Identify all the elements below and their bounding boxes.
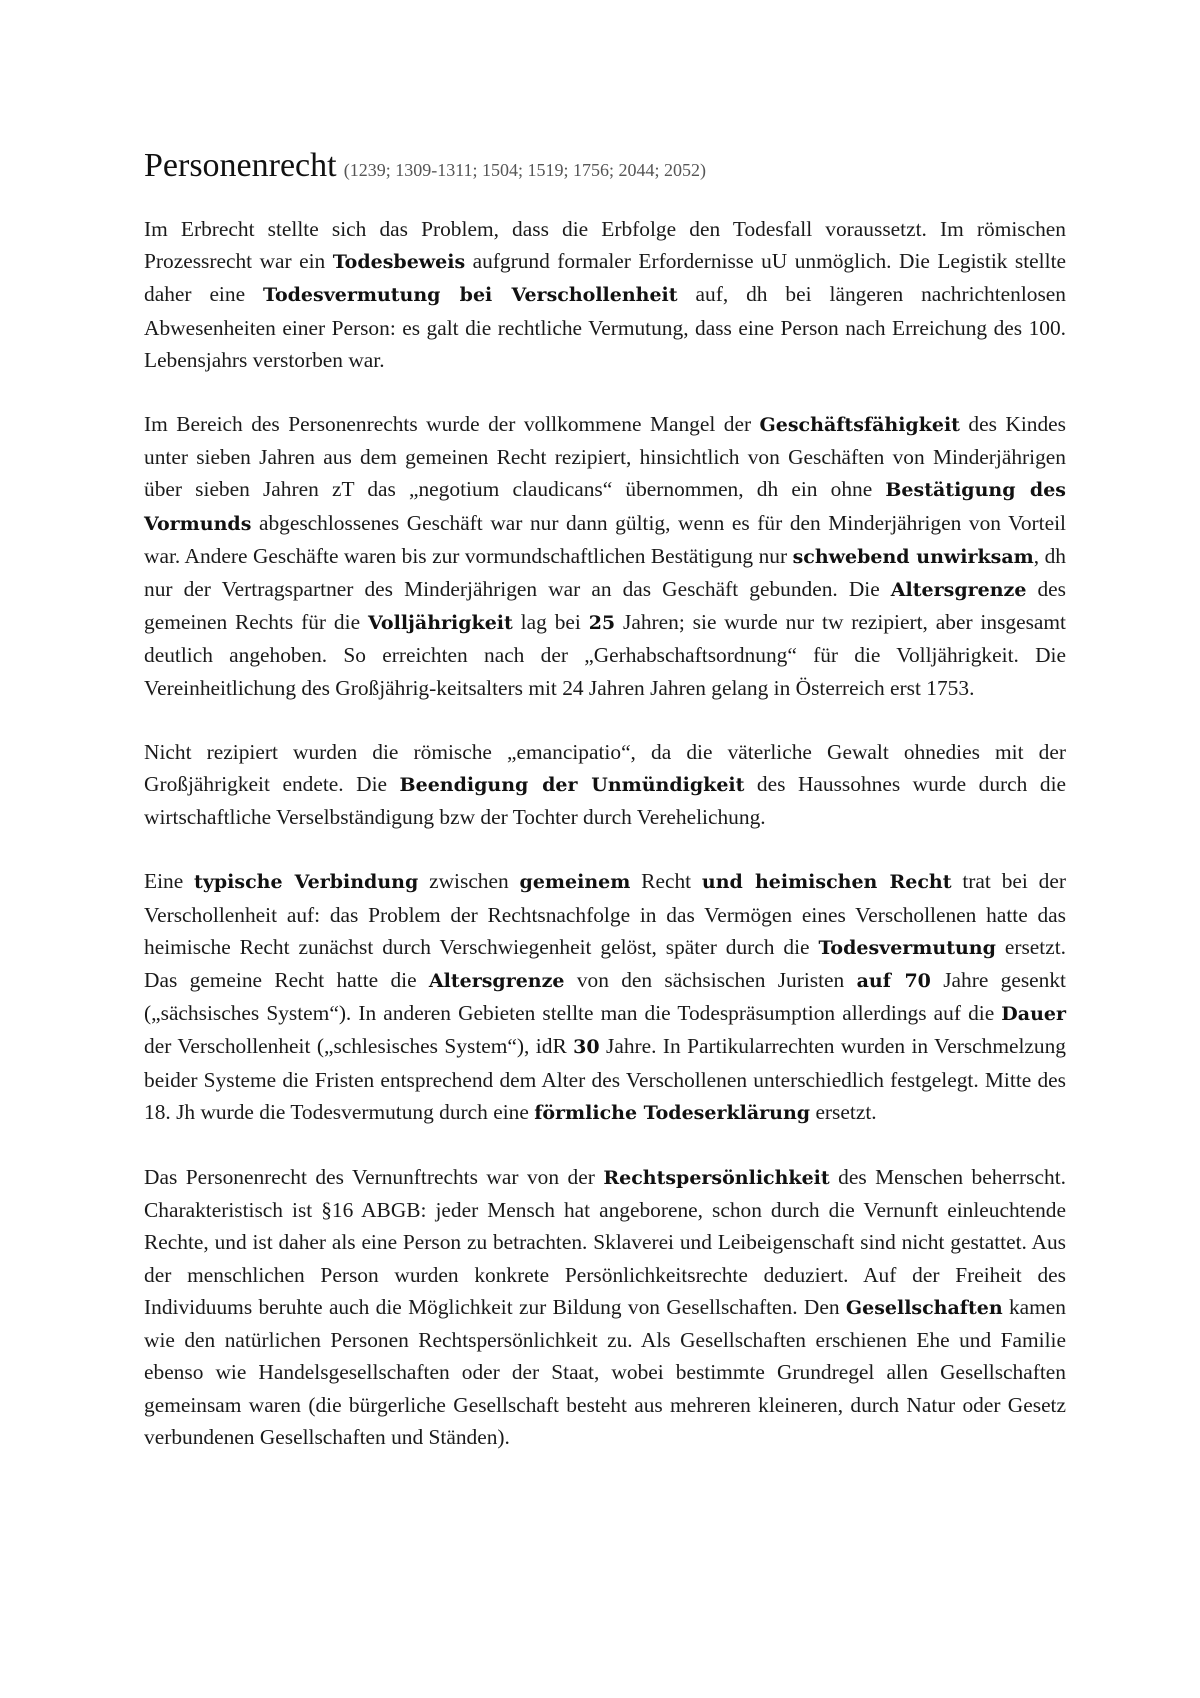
text-segment: des Haussohnes wurde durch die wirtschaftliche Verselbständigung bzw der Tochter durch Verehelichung. xyxy=(144,772,1066,830)
paragraph xyxy=(144,213,1066,376)
bold-term: Volljährigkeit xyxy=(367,612,513,635)
text-segment: des Menschen beherrscht. Charakteristisch ist §16 ABGB: jeder Mensch hat angeborene, schon durch die Vernunft einleuchtende Rechte, und ist daher als eine Person zu betrachten. Sklaverei und Leibeigenschaft sind nicht gestattet. Aus der menschlichen Person wurden konkrete Persönlichkeitsrechte deduziert. Auf der Freiheit des Individuums beruhte auch die Möglichkeit zur Bildung von Gesellschaften. Den xyxy=(144,1165,1066,1319)
text-segment: aufgrund formaler Erfordernisse uU unmöglich. Die Legistik stellte daher eine xyxy=(144,249,1067,307)
text-segment: zwischen xyxy=(418,869,520,894)
text-segment: trat bei der Verschollenheit auf: das Problem der Rechtsnachfolge in das Vermögen eines Verschollenen hatte das heimische Recht zunächst durch Verschwiegenheit gelöst, später durch die xyxy=(144,869,1066,959)
text-segment: Das Personenrecht des Vernunftrechts war von der xyxy=(144,1165,604,1190)
bold-term: Todesvermutung xyxy=(818,936,996,959)
bold-term: Altersgrenze xyxy=(428,970,565,993)
text-segment: Jahre gesenkt („sächsisches System“). In anderen Gebieten stellte man die Todespräsumption allerdings auf die xyxy=(144,968,1066,1026)
heading-references: (1239; 1309-1311; 1504; 1519; 1756; 2044; 2052) xyxy=(343,160,707,180)
bold-term: Geschäftsfähigkeit xyxy=(759,414,960,437)
text-segment: Eine xyxy=(144,869,195,894)
bold-term: Rechtspersönlichkeit xyxy=(603,1167,830,1190)
text-segment: des Kindes unter sieben Jahren aus dem gemeinen Recht rezipiert, hinsichtlich von Geschäften von Minderjährigen über sieben Jahren zT das „negotium claudicans“ übernommen, dh ein ohne xyxy=(144,412,1067,502)
text-segment: ersetzt. Das gemeine Recht hatte die xyxy=(144,934,1066,993)
bold-term: Gesellschaften xyxy=(845,1296,1003,1319)
page-heading xyxy=(144,146,1066,191)
text-segment: Recht xyxy=(630,869,702,894)
bold-term: typische Verbindung xyxy=(194,871,419,894)
bold-term: Todesvermutung bei Verschollenheit xyxy=(263,284,678,307)
paragraph xyxy=(144,1161,1066,1453)
paragraph xyxy=(144,736,1066,834)
text-segment: Im Erbrecht stellte sich das Problem, dass die Erbfolge den Todesfall voraussetzt. Im römischen Prozessrecht war ein xyxy=(144,217,1066,274)
text-segment: Jahre. In Partikularrechten wurden in Verschmelzung beider Systeme die Fristen entsprechend dem Alter des Verschollenen unterschiedlich festgelegt. Mitte des 18. Jh wurde die Todesvermutung durch eine xyxy=(144,1034,1066,1124)
text-segment: von den sächsischen Juristen xyxy=(564,968,857,993)
text-segment: ersetzt. xyxy=(810,1099,877,1124)
bold-term: 30 xyxy=(573,1036,600,1059)
bold-term: Bestätigung des Vormunds xyxy=(144,479,1067,535)
text-segment: Jahren; sie wurde nur tw rezipiert, aber insgesamt deutlich angehoben. So erreichten nach der „Gerhabschaftsordnung“ für die Volljährigkeit. Die Vereinheitlichung des Großjährig-keitsalters mit 24 Jahren Jahren gelang in Österreich erst 1753. xyxy=(144,610,1066,700)
bold-term: auf 70 xyxy=(856,970,931,993)
text-segment: der Verschollenheit („schlesisches System“), idR xyxy=(144,1034,574,1059)
bold-term: schwebend unwirksam xyxy=(792,545,1034,568)
text-segment: lag bei xyxy=(512,610,589,635)
text-segment: Nicht rezipiert wurden die römische „emancipatio“, da die väterliche Gewalt ohnedies mit der Großjährigkeit endete. Die xyxy=(144,739,1066,797)
text-segment: , dh nur der Vertragspartner des Minderjährigen war an das Geschäft gebunden. Die xyxy=(144,543,1067,602)
text-segment: kamen wie den natürlichen Personen Rechtspersönlichkeit zu. Als Gesellschaften erschienen Ehe und Familie ebenso wie Handelsgesellschaften oder der Staat, wobei bestimmte Grundregel allen Gesellschaften gemeinsam waren (die bürgerliche Gesellschaft besteht aus mehreren kleineren, durch Natur oder Gesetz verbundenen Gesellschaften und Ständen). xyxy=(144,1294,1067,1449)
text-segment: auf, dh bei längeren nachrichtenlosen Abwesenheiten einer Person: es galt die rechtliche Vermutung, dass eine Person nach Erreichung des 100. Lebensjahrs verstorben war. xyxy=(144,282,1066,372)
text-segment: Im Bereich des Personenrechts wurde der vollkommene Mangel der xyxy=(144,412,760,437)
body-text xyxy=(144,213,1066,1453)
text-segment: abgeschlossenes Geschäft war nur dann gültig, wenn es für den Minderjährigen von Vorteil war. Andere Geschäfte waren bis zur vormundschaftlichen Bestätigung nur xyxy=(144,510,1066,568)
text-segment: des gemeinen Rechts für die xyxy=(144,577,1066,635)
paragraph xyxy=(144,408,1066,704)
bold-term: Dauer xyxy=(1001,1003,1066,1026)
bold-term: Todesbeweis xyxy=(332,251,466,274)
bold-term: gemeinem xyxy=(519,871,631,894)
bold-term: Beendigung der Unmündigkeit xyxy=(399,774,745,797)
document-page xyxy=(144,146,1066,1485)
bold-term: förmliche Todeserklärung xyxy=(534,1101,811,1124)
bold-term: 25 xyxy=(588,612,616,635)
page-title: Personenrecht xyxy=(144,147,337,184)
bold-term: Altersgrenze xyxy=(890,579,1027,602)
paragraph xyxy=(144,865,1066,1129)
bold-term: und heimischen Recht xyxy=(701,871,952,894)
